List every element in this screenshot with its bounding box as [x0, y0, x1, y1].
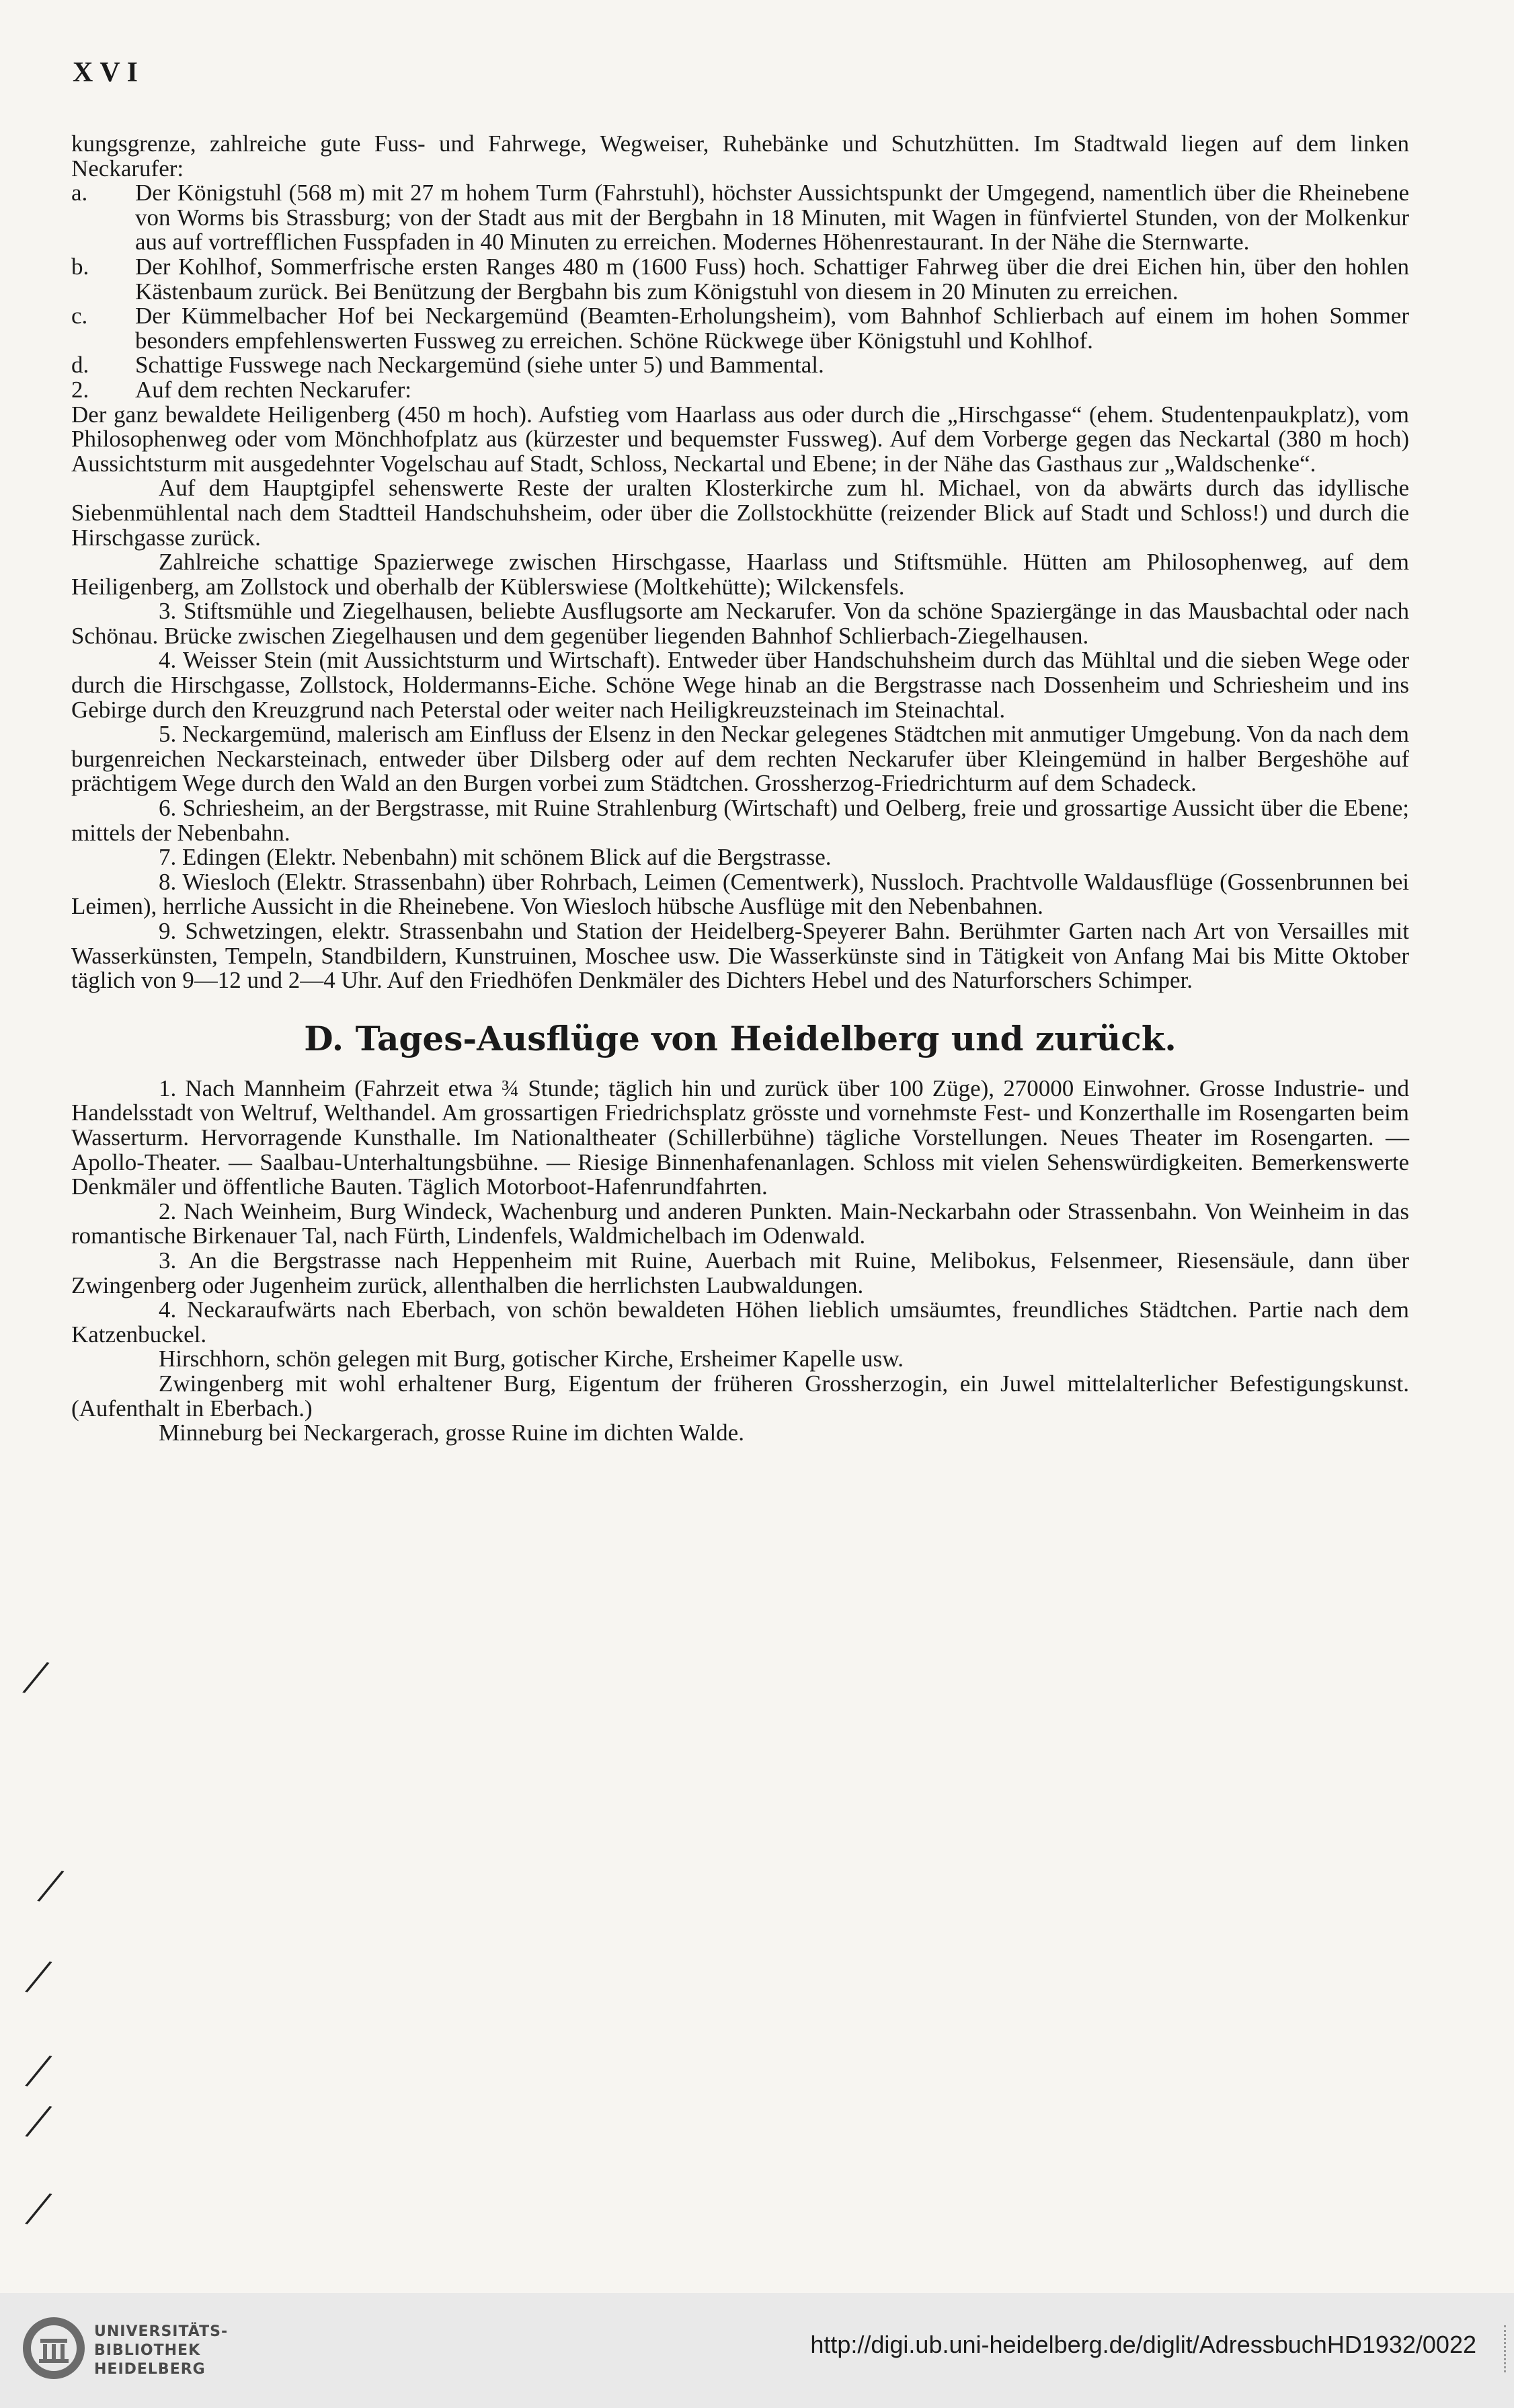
list-item-label: a.	[71, 180, 88, 206]
list-item	[71, 255, 1409, 304]
paragraph: Auf dem Hauptgipfel sehenswerte Reste der uralten Klosterkirche zum hl. Michael, von da abwärts durch das idyllische Siebenmühlental nach dem Stadtteil Handschuhsheim, oder über die Zollstockhütte (reizender Blick auf Stadt und Schloss!) und durch die Hirschgasse zurück.	[71, 475, 1409, 551]
list-item-label: b.	[71, 253, 89, 280]
list-item	[71, 304, 1409, 353]
paragraph: 7. Edingen (Elektr. Nebenbahn) mit schönem Blick auf die Bergstrasse.	[159, 844, 832, 871]
excursion-paragraph: 1. Nach Mannheim (Fahrzeit etwa ¾ Stunde; täglich hin und zurück über 100 Züge), 270000 Einwohner. Grosse Industrie- und Handelsstadt von Weltruf, Welthandel. Am grossartigen Friedrichsplatz grösste und vornehmste Fest- und Konzerthalle im Rosengarten beim Wasserturm. Hervorragende Kunsthalle. Im Nationaltheater (Schillerbühne) tägliche Vorstellungen. Neues Theater im Rosengarten. — Apollo-Theater. — Saalbau-Unterhaltungsbühne. — Riesige Binnenhafenanlagen. Schloss mit vielen Sehenswürdigkeiten. Bemerkenswerte Denkmäler und öffentliche Bauten. Täglich Motorboot-Hafenrundfahrten.	[71, 1075, 1409, 1200]
excursion-paragraph: 2. Nach Weinheim, Burg Windeck, Wachenburg und anderen Punkten. Main-Neckarbahn oder Strassenbahn. Von Weinheim in das romantische Birkenauer Tal, nach Fürth, Lindenfels, Waldmichelbach im Odenwald.	[71, 1198, 1409, 1249]
library-footer	[0, 2293, 1514, 2408]
section-d-heading: D. Tages-Ausflüge von Heidelberg und zurück.	[304, 1018, 1177, 1058]
digital-copy-link[interactable]: http://digi.ub.uni-heidelberg.de/diglit/AdressbuchHD1932/0022	[810, 2331, 1476, 2358]
excursion-paragraph: Hirschhorn, schön gelegen mit Burg, gotischer Kirche, Ersheimer Kapelle usw.	[159, 1346, 904, 1372]
university-library-logo-icon	[20, 2315, 87, 2382]
excursion-paragraph: Minneburg bei Neckargerach, grosse Ruine im dichten Walde.	[159, 1420, 744, 1446]
paragraph: Zahlreiche schattige Spazierwege zwischen Hirschgasse, Haarlass und Stiftsmühle. Hütten am Philosophenweg, auf dem Heiligenberg, am Zollstock und oberhalb der Küblerswiese (Moltkehütte); Wilckensfels.	[71, 549, 1409, 600]
list-item-label: c.	[71, 303, 88, 329]
paragraph: 3. Stiftsmühle und Ziegelhausen, beliebte Ausflugsorte am Neckarufer. Von da schöne Spaziergänge in das Mausbachtal oder nach Schönau. Brücke zwischen Ziegelhausen und dem gegenüber liegenden Bahnhof Schlierbach-Ziegelhausen.	[71, 598, 1409, 649]
list-item-label: 2.	[71, 376, 89, 403]
paragraph: 8. Wiesloch (Elektr. Strassenbahn) über Rohrbach, Leimen (Cementwerk), Nussloch. Prachtvolle Waldausflüge (Gossenbrunnen bei Leimen), herrliche Aussicht in die Rheinebene. Von Wiesloch hübsche Ausflüge mit den Nebenbahnen.	[71, 868, 1409, 920]
list-item-text: Der Königstuhl (568 m) mit 27 m hohem Turm (Fahrstuhl), höchster Aussichtspunkt der Umgegend, namentlich über die Rheinebene von Worms bis Strassburg; von der Stadt aus mit der Bergbahn in 18 Minuten, mit Wagen in fünfviertel Stunden, von der Molkenkur aus auf vortrefflichen Fusspfaden in 40 Minuten zu erreichen. Modernes Höhenrestaurant. In der Nähe die Sternwarte.	[135, 180, 1409, 256]
margin-pencil-mark: ╱	[26, 1958, 51, 1996]
paragraph: 4. Weisser Stein (mit Aussichtsturm und Wirtschaft). Entweder über Handschuhsheim durch das Mühltal und die sieben Wege oder durch die Hirschgasse, Zollstock, Holdermanns-Eiche. Schöne Wege hinab an die Bergstrasse nach Dossenheim und Schriesheim und ins Gebirge durch den Kreuzgrund nach Peterstal oder weiter nach Heiligkreuzsteinach im Steinachtal.	[71, 647, 1409, 723]
list-item	[71, 353, 1409, 378]
paragraph: 9. Schwetzingen, elektr. Strassenbahn und Station der Heidelberg-Speyerer Bahn. Berühmter Garten nach Art von Versailles mit Wasserkünsten, Tempeln, Standbildern, Kunstruinen, Moschee usw. Die Wasserkünste sind in Tätigkeit von Anfang Mai bis Mitte Oktober täglich von 9—12 und 2—4 Uhr. Auf den Friedhöfen Denkmäler des Dichters Hebel und des Naturforschers Schimper.	[71, 918, 1409, 994]
left-bank-list	[71, 181, 1409, 402]
list-item-text: Auf dem rechten Neckarufer:	[135, 376, 412, 403]
margin-pencil-mark: ╱	[38, 1867, 63, 1906]
page-body	[71, 132, 1409, 1446]
main-paragraphs	[71, 403, 1409, 993]
margin-pencil-mark: ╱	[23, 1659, 48, 1697]
paragraph: 5. Neckargemünd, malerisch am Einfluss der Elsenz in den Neckar gelegenes Städtchen mit anmutiger Umgebung. Von da nach dem burgenreichen Neckarsteinach, entweder über Dilsberg oder auf dem rechten Neckarufer über Kleingemünd in halber Bergeshöhe auf prächtigem Wege durch den Wald an den Burgen vorbei zum Städtchen. Grossherzog-Friedrichturm auf dem Schadeck.	[71, 721, 1409, 797]
excursion-paragraph: Zwingenberg mit wohl erhaltener Burg, Eigentum der früheren Grossherzogin, ein Juwel mittelalterlicher Befestigungskunst. (Aufenthalt in Eberbach.)	[71, 1370, 1409, 1422]
list-item-label: d.	[71, 352, 89, 379]
edge-dots	[1499, 2325, 1506, 2372]
section-d-body	[71, 1077, 1409, 1446]
intro-paragraph: kungsgrenze, zahlreiche gute Fuss- und Fahrwege, Wegweiser, Ruhebänke und Schutzhütten. Im Stadtwald liegen auf dem linken Neckarufer:	[71, 130, 1409, 182]
list-item	[71, 378, 1409, 403]
paragraph: Der ganz bewaldete Heiligenberg (450 m hoch). Aufstieg vom Haarlass aus oder durch die „Hirschgasse“ (ehem. Studentenpaukplatz), vom Philosophenweg oder vom Mönchhofplatz aus (kürzester und bequemster Fussweg). Auf dem Vorberge gegen das Neckartal (380 m hoch) Aussichtsturm mit ausgedehnter Vogelschau auf Stadt, Schloss, Neckartal und Ebene; in der Nähe das Gasthaus zur „Waldschenke“.	[71, 401, 1409, 477]
page-number: XVI	[73, 57, 145, 88]
list-item-text: Der Kohlhof, Sommerfrische ersten Ranges 480 m (1600 Fuss) hoch. Schattiger Fahrweg über die drei Eichen hin, über den hohlen Kästenbaum zurück. Bei Benützung der Bergbahn bis zum Königstuhl von diesem in 20 Minuten zu erreichen.	[135, 253, 1409, 305]
list-item-text: Der Kümmelbacher Hof bei Neckargemünd (Beamten-Erholungsheim), vom Bahnhof Schlierbach auf einem im hohen Sommer besonders empfehlenswerten Fussweg zu erreichen. Schöne Rückwege über Königstuhl und Kohlhof.	[135, 303, 1409, 354]
paragraph: 6. Schriesheim, an der Bergstrasse, mit Ruine Strahlenburg (Wirtschaft) und Oelberg, freie und grossartige Aussicht über die Ebene; mittels der Nebenbahn.	[71, 795, 1409, 846]
margin-pencil-mark: ╱	[26, 2103, 51, 2141]
list-item	[71, 181, 1409, 255]
margin-pencil-mark: ╱	[26, 2190, 51, 2228]
list-item-text: Schattige Fusswege nach Neckargemünd (siehe unter 5) und Bammental.	[135, 352, 824, 379]
excursion-paragraph: 3. An die Bergstrasse nach Heppenheim mit Ruine, Auerbach mit Ruine, Melibokus, Felsenmeer, Riesensäule, dann über Zwingenberg oder Jugenheim zurück, allenthalben die herrlichsten Laubwaldungen.	[71, 1247, 1409, 1298]
excursion-paragraph: 4. Neckaraufwärts nach Eberbach, von schön bewaldeten Höhen lieblich umsäumtes, freundliches Städtchen. Partie nach dem Katzenbuckel.	[71, 1296, 1409, 1348]
margin-pencil-mark: ╱	[26, 2052, 51, 2091]
library-name: UNIVERSITÄTS- BIBLIOTHEK HEIDELBERG	[94, 2323, 229, 2378]
